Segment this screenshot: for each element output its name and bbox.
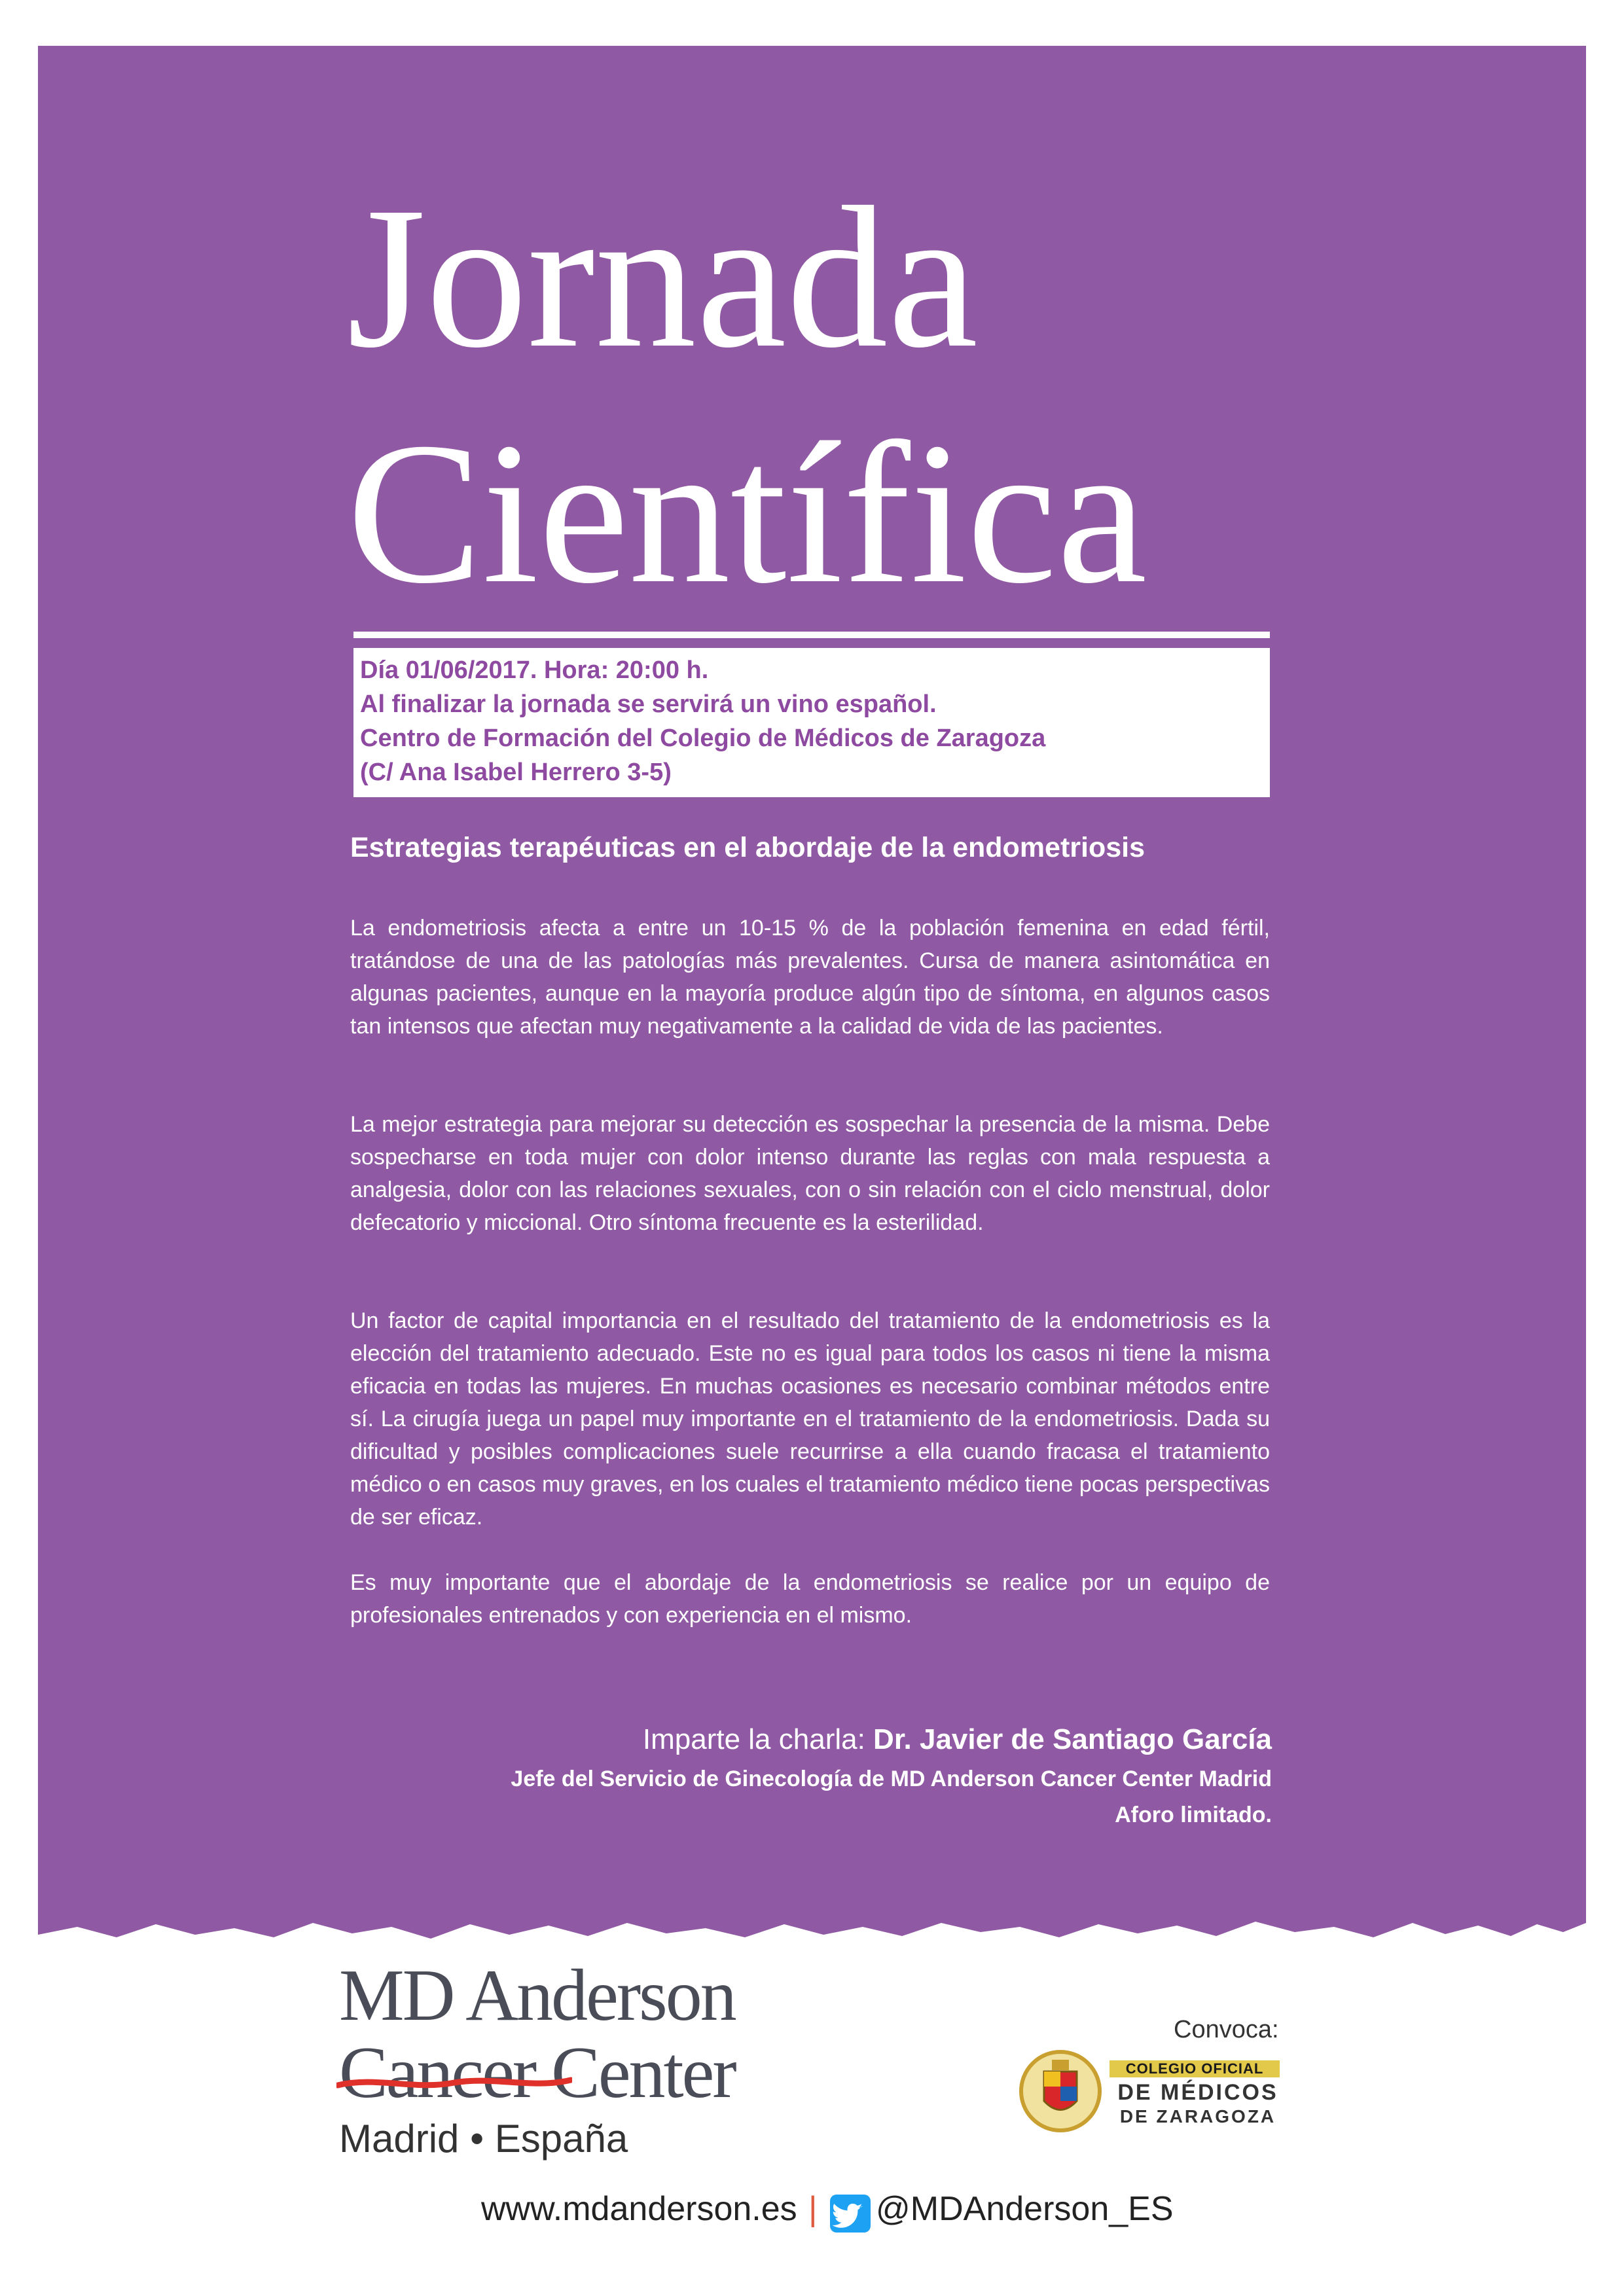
- event-wine: Al finalizar la jornada se servirá un vino español.: [360, 691, 937, 718]
- paragraph-1: La endometriosis afecta a entre un 10-15 % de la población femenina en edad fértil, tratándose de una de las patologías más prevalentes. Cursa de manera asintomática en algunas pacientes, aunque en la mayoría produce algún tipo de síntoma, en algunos casos tan intensos que afectan muy negativamente a la calidad de vida de las pacientes.: [350, 916, 1270, 1039]
- colegio-name-1: DE MÉDICOS: [1117, 2080, 1278, 2105]
- paragraph-2: La mejor estrategia para mejorar su detección es sospechar la presencia de la misma. Debe sospecharse en toda mujer con dolor intenso durante las reglas con mala respuesta a analgesia, dolor con las relaciones sexuales, con o sin relación con el ciclo menstrual, dolor defecatorio y miccional. Otro síntoma frecuente es la esterilidad.: [350, 1112, 1270, 1235]
- event-venue: Centro de Formación del Colegio de Médicos de Zaragoza: [360, 725, 1046, 752]
- title-rule: [353, 632, 1270, 638]
- title-line-1: Jornada: [347, 166, 979, 390]
- talk-subtitle: Estrategias terapéuticas en el abordaje de la endometriosis: [350, 832, 1146, 863]
- md-anderson-name: MD Anderson: [339, 1955, 735, 2036]
- torn-edge: [38, 1898, 1586, 1950]
- speaker-intro: Imparte la charla:: [642, 1723, 874, 1755]
- footer: [0, 2189, 1624, 2235]
- capacity-note: Aforo limitado.: [1115, 1803, 1272, 1827]
- paragraph-4: Es muy importante que el abordaje de la endometriosis se realice por un equipo de profesionales entrenados y con experiencia en el mismo.: [350, 1570, 1270, 1628]
- paragraph-3: Un factor de capital importancia en el resultado del tratamiento de la endometriosis es la elección del tratamiento adecuado. Este no es igual para todos los casos ni tiene la misma eficacia en todas las mujeres. En muchas ocasiones es necesario combinar métodos entre sí. La cirugía juega un papel muy importante en el tratamiento de la endometriosis. Dada su dificultad y posibles complicaciones suele recurrirse a ella cuando fracasa el tratamiento médico o en casos muy graves, en los cuales el tratamiento médico tiene pocas perspectivas de ser eficaz.: [350, 1308, 1270, 1530]
- md-cancer-center: [339, 2034, 735, 2111]
- website-link[interactable]: www.mdanderson.es: [481, 2190, 797, 2228]
- twitter-handle[interactable]: @MDAnderson_ES: [876, 2190, 1174, 2228]
- cancer-word: [339, 2034, 535, 2111]
- md-location: Madrid • España: [339, 2117, 628, 2161]
- event-address: (C/ Ana Isabel Herrero 3-5): [360, 759, 672, 786]
- convoca-label: Convoca:: [1174, 2016, 1279, 2043]
- title-line-2: Científica: [347, 401, 1147, 626]
- colegio-name-2: DE ZARAGOZA: [1119, 2106, 1276, 2126]
- event-info-box: [353, 648, 1270, 797]
- speaker-line: [643, 1721, 1272, 1758]
- center-text: Center: [535, 2032, 735, 2113]
- speaker-name: Dr. Javier de Santiago García: [873, 1723, 1272, 1755]
- strike-through-mark: [336, 2075, 572, 2092]
- coat-of-arms-icon: [1018, 2045, 1103, 2137]
- footer-separator: |: [808, 2190, 818, 2228]
- md-anderson-logo: [339, 1957, 735, 2162]
- event-date: Día 01/06/2017. Hora: 20:00 h.: [360, 656, 709, 684]
- cancer-text: Cancer: [339, 2032, 535, 2113]
- speaker-role: Jefe del Servicio de Ginecología de MD Anderson Cancer Center Madrid: [511, 1767, 1272, 1791]
- colegio-band: COLEGIO OFICIAL: [1110, 2060, 1280, 2077]
- twitter-bird-icon[interactable]: [830, 2195, 871, 2233]
- colegio-medicos-logo: [1018, 2042, 1293, 2140]
